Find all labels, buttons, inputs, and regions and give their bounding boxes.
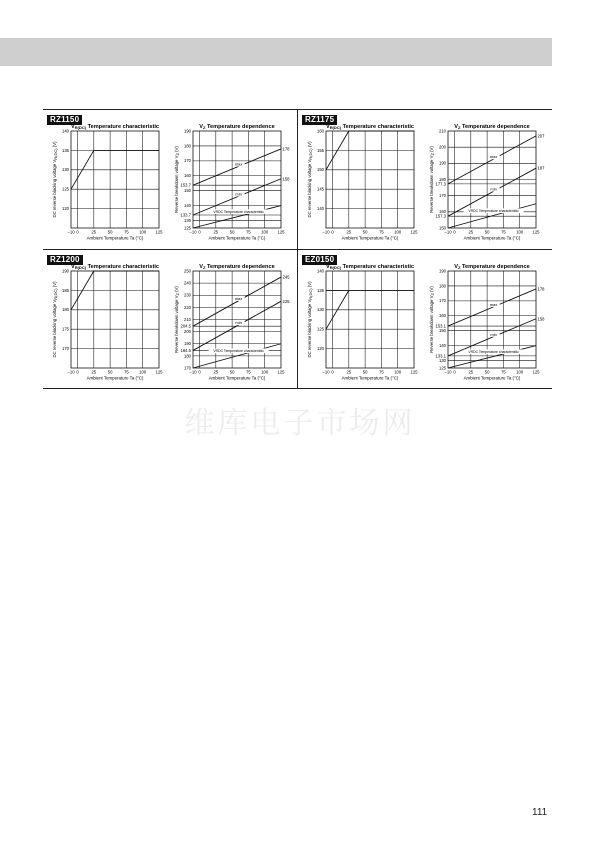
- x-tick-label: 100: [261, 369, 269, 375]
- x-tick-label: 50: [484, 229, 490, 235]
- y-tick-label: 210: [439, 128, 446, 134]
- model-label: RZ1200: [47, 255, 83, 265]
- x-tick-label: −10: [322, 229, 330, 235]
- y-tick-label: 140: [184, 203, 191, 209]
- x-tick-label: 25: [213, 229, 219, 235]
- y-tick-label: 135: [62, 147, 69, 153]
- x-tick-label: 50: [107, 229, 113, 235]
- page-number: 111: [532, 807, 548, 818]
- x-tick-label: −10: [444, 229, 452, 235]
- series-label-max: max: [234, 161, 243, 167]
- series-end-label: 225: [282, 298, 290, 304]
- x-tick-label: 75: [124, 369, 129, 375]
- x-tick-label: 75: [124, 229, 129, 235]
- series-end-label: 158: [537, 316, 545, 322]
- chart-vr-temperature-characteristic: [47, 122, 167, 249]
- chart-title: VZ Temperature dependence: [454, 264, 530, 270]
- x-tick-label: 50: [362, 369, 368, 375]
- y-tick-label: 160: [184, 173, 191, 179]
- y-tick-label: 125: [317, 326, 324, 332]
- x-tick-label: 25: [468, 369, 474, 375]
- y-tick-label: 150: [439, 225, 446, 231]
- y-tick-label: 153.7: [180, 182, 191, 188]
- model-label: RZ1175: [302, 115, 337, 125]
- y-tick-label: 130: [62, 167, 69, 173]
- chart-vz-temperature-dependence: [424, 122, 544, 249]
- series-label-vrdc: VRDC Temperature characteristic: [213, 210, 264, 215]
- x-tick-label: −10: [322, 369, 330, 375]
- x-tick-label: 75: [379, 229, 384, 235]
- y-axis-label: Reverse breakdown voltage VZ (V): [174, 146, 180, 213]
- x-tick-label: 0: [453, 229, 456, 235]
- chart-title: VR(DC) Temperature characteristic: [325, 264, 415, 270]
- y-tick-label: 190: [184, 341, 191, 347]
- y-tick-label: 177.3: [435, 181, 446, 187]
- x-tick-label: −10: [444, 369, 452, 375]
- x-tick-label: 125: [410, 229, 418, 235]
- series-end-label: 158: [282, 176, 290, 182]
- x-axis-label: Ambient Temperature Ta (°C): [463, 375, 521, 381]
- panel-ez0150: [298, 249, 552, 389]
- x-tick-label: 50: [229, 229, 235, 235]
- x-tick-label: 100: [516, 369, 524, 375]
- panel-rz1150: [43, 109, 297, 249]
- x-tick-label: 50: [229, 369, 235, 375]
- y-tick-label: 180: [439, 283, 446, 289]
- y-tick-label: 130: [317, 307, 324, 313]
- x-tick-label: 25: [346, 369, 352, 375]
- y-tick-label: 135: [317, 287, 324, 293]
- series-line: [448, 136, 536, 184]
- y-tick-label: 204.5: [180, 323, 191, 329]
- x-tick-label: 25: [468, 229, 474, 235]
- x-tick-label: 125: [155, 369, 163, 375]
- y-tick-label: 185: [62, 287, 69, 293]
- x-tick-label: 25: [346, 229, 352, 235]
- model-label: RZ1150: [47, 115, 82, 125]
- x-tick-label: 0: [198, 369, 201, 375]
- chart-vz-temperature-dependence: [169, 262, 289, 389]
- series-line: [448, 346, 536, 368]
- y-tick-label: 153.1: [435, 323, 446, 329]
- x-tick-label: 125: [410, 369, 418, 375]
- series-end-label: 178: [282, 146, 290, 152]
- y-tick-label: 150: [439, 328, 446, 334]
- x-tick-label: −10: [189, 369, 197, 375]
- series-end-label: 187: [537, 165, 545, 171]
- y-axis-label: DC reverse blocking voltage VR(DC) (V): [52, 281, 58, 358]
- series-line: [193, 301, 281, 350]
- y-tick-label: 170: [184, 158, 191, 164]
- y-tick-label: 200: [184, 329, 191, 335]
- y-tick-label: 190: [184, 128, 191, 134]
- x-tick-label: 75: [246, 229, 251, 235]
- y-tick-label: 125: [439, 365, 446, 371]
- y-tick-label: 180: [62, 307, 69, 313]
- x-tick-label: 125: [532, 369, 540, 375]
- x-tick-label: −10: [67, 229, 75, 235]
- series-line: [193, 149, 281, 185]
- series-label-min: min: [490, 331, 497, 337]
- x-axis-label: Ambient Temperature Ta (°C): [341, 375, 399, 381]
- y-tick-label: 170: [62, 346, 69, 351]
- y-axis-label: DC reverse blocking voltage VR(DC) (V): [52, 141, 58, 218]
- y-tick-label: 157.3: [435, 213, 446, 219]
- series-label-max: max: [234, 295, 243, 301]
- series-label-max: max: [489, 154, 498, 160]
- chart-title: VR(DC) Temperature characteristic: [325, 124, 415, 130]
- x-tick-label: 100: [139, 229, 147, 235]
- series-end-label: 178: [537, 286, 545, 292]
- x-tick-label: 100: [139, 369, 147, 375]
- x-tick-label: 100: [394, 369, 402, 375]
- x-tick-label: 125: [532, 229, 540, 235]
- y-tick-label: 130: [439, 357, 446, 363]
- x-tick-label: 25: [91, 229, 97, 235]
- y-tick-label: 160: [439, 313, 446, 319]
- x-tick-label: 0: [453, 369, 456, 375]
- x-tick-label: 25: [91, 369, 97, 375]
- x-tick-label: −10: [67, 369, 75, 375]
- series-label-vrdc: VRDC Temperature characteristic: [468, 350, 519, 355]
- x-tick-label: 0: [76, 369, 79, 375]
- series-line: [448, 204, 536, 228]
- x-tick-label: 25: [213, 369, 219, 375]
- x-tick-label: 125: [277, 229, 285, 235]
- y-tick-label: 210: [184, 316, 191, 322]
- y-tick-label: 180: [184, 143, 191, 149]
- y-tick-label: 125: [184, 225, 191, 231]
- chart-title: VZ Temperature dependence: [454, 124, 530, 130]
- series-label-vrdc: VRDC Temperature characteristic: [213, 349, 264, 354]
- x-tick-label: 0: [331, 229, 334, 235]
- chart-panels: [43, 109, 552, 389]
- chart-vz-temperature-dependence: [424, 262, 544, 389]
- chart-vz-temperature-dependence: [169, 122, 289, 249]
- x-axis-label: Ambient Temperature Ta (°C): [463, 235, 521, 241]
- series-end-label: 207: [537, 133, 545, 139]
- series-label-min: min: [490, 186, 497, 192]
- y-tick-label: 240: [184, 280, 191, 286]
- series-label-vrdc: VRDC Temperature characteristic: [468, 209, 519, 214]
- x-axis-label: Ambient Temperature Ta (°C): [86, 375, 144, 381]
- y-tick-label: 250: [184, 268, 191, 274]
- y-tick-label: 155: [317, 147, 324, 153]
- x-tick-label: 75: [501, 369, 506, 375]
- x-axis-label: Ambient Temperature Ta (°C): [208, 235, 266, 241]
- y-tick-label: 220: [184, 304, 191, 310]
- y-axis-label: Reverse breakdown voltage VZ (V): [174, 286, 180, 353]
- x-tick-label: 50: [484, 369, 490, 375]
- series-line: [193, 277, 281, 326]
- x-tick-label: 50: [362, 229, 368, 235]
- y-tick-label: 125: [62, 186, 69, 192]
- x-tick-label: 0: [331, 369, 334, 375]
- y-tick-label: 190: [62, 268, 69, 274]
- y-tick-label: 130: [184, 217, 191, 223]
- y-tick-label: 200: [439, 144, 446, 150]
- y-tick-label: 160: [439, 209, 446, 215]
- x-axis-label: Ambient Temperature Ta (°C): [86, 235, 144, 241]
- chart-vr-temperature-characteristic: [302, 262, 422, 389]
- x-tick-label: 75: [379, 369, 384, 375]
- plot-frame: [326, 131, 414, 228]
- y-tick-label: 140: [317, 268, 324, 274]
- x-tick-label: 100: [516, 229, 524, 235]
- y-tick-label: 230: [184, 292, 191, 298]
- x-tick-label: 0: [76, 229, 79, 235]
- y-tick-label: 190: [439, 268, 446, 274]
- x-tick-label: 75: [501, 229, 506, 235]
- model-label: EZ0150: [302, 255, 337, 265]
- header-bar: [0, 38, 552, 66]
- y-tick-label: 180: [439, 176, 446, 182]
- watermark-text: 维库电子市场网: [184, 406, 416, 441]
- x-axis-label: Ambient Temperature Ta (°C): [208, 375, 266, 381]
- y-tick-label: 184.5: [180, 347, 191, 353]
- y-tick-label: 170: [439, 193, 446, 199]
- y-axis-label: DC reverse blocking voltage VR(DC) (V): [307, 141, 313, 218]
- x-tick-label: 50: [107, 369, 113, 375]
- y-tick-label: 140: [62, 128, 69, 134]
- chart-title: VZ Temperature dependence: [199, 124, 275, 130]
- series-label-min: min: [235, 320, 242, 326]
- y-axis-label: Reverse breakdown voltage VZ (V): [429, 146, 435, 213]
- y-tick-label: 170: [184, 365, 191, 371]
- y-tick-label: 150: [184, 188, 191, 194]
- y-tick-label: 150: [317, 167, 324, 173]
- chart-title: VR(DC) Temperature characteristic: [70, 264, 160, 270]
- series-label-max: max: [489, 301, 498, 307]
- panel-rz1175: [298, 109, 552, 249]
- plot-frame: [326, 271, 414, 368]
- y-tick-label: 133.1: [435, 353, 446, 359]
- y-tick-label: 160: [317, 128, 324, 134]
- x-axis-label: Ambient Temperature Ta (°C): [341, 235, 399, 241]
- chart-vr-temperature-characteristic: [302, 122, 422, 249]
- y-tick-label: 175: [62, 326, 69, 332]
- x-tick-label: −10: [189, 229, 197, 235]
- plot-frame: [71, 131, 159, 228]
- x-tick-label: 125: [155, 229, 163, 235]
- chart-vr-temperature-characteristic: [47, 262, 167, 389]
- series-line: [448, 289, 536, 326]
- x-tick-label: 125: [277, 369, 285, 375]
- y-tick-label: 190: [439, 160, 446, 166]
- x-tick-label: 100: [394, 229, 402, 235]
- series-end-label: 245: [282, 274, 290, 280]
- y-axis-label: DC reverse blocking voltage VR(DC) (V): [307, 281, 313, 358]
- x-tick-label: 0: [198, 229, 201, 235]
- y-axis-label: Reverse breakdown voltage VZ (V): [429, 286, 435, 353]
- y-tick-label: 133.7: [180, 212, 191, 218]
- chart-title: VR(DC) Temperature characteristic: [70, 124, 160, 130]
- series-line: [193, 206, 281, 228]
- y-tick-label: 120: [62, 206, 69, 211]
- y-tick-label: 140: [317, 206, 324, 211]
- x-tick-label: 100: [261, 229, 269, 235]
- series-label-min: min: [235, 191, 242, 197]
- plot-frame: [71, 271, 159, 368]
- panel-rz1200: [43, 249, 297, 389]
- y-tick-label: 145: [317, 186, 324, 192]
- y-tick-label: 170: [439, 298, 446, 304]
- y-tick-label: 120: [317, 346, 324, 351]
- x-tick-label: 75: [246, 369, 251, 375]
- y-tick-label: 140: [439, 343, 446, 349]
- y-tick-label: 180: [184, 353, 191, 359]
- chart-title: VZ Temperature dependence: [199, 264, 275, 270]
